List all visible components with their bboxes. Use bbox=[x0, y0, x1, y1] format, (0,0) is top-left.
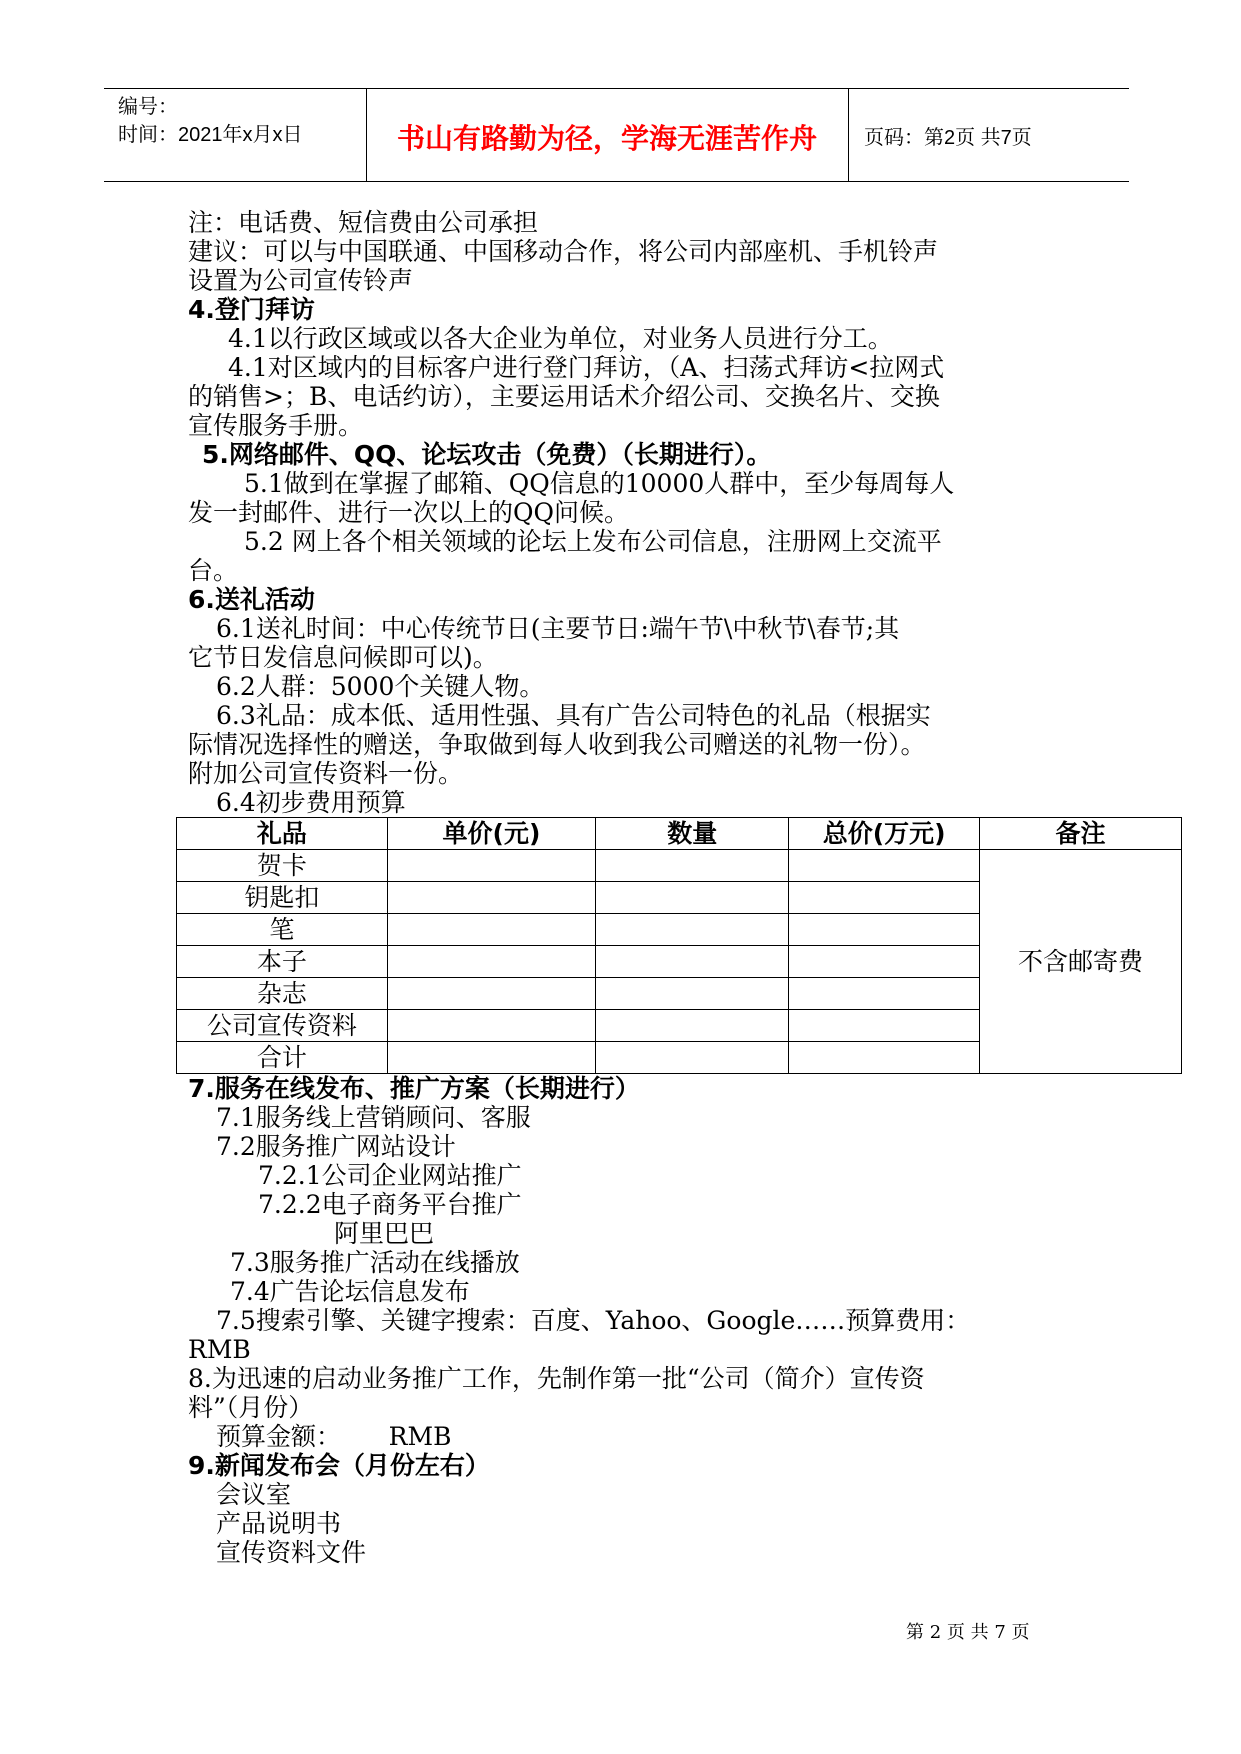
section-heading: 6.送礼活动 bbox=[188, 585, 315, 614]
budget-empty-cell bbox=[789, 914, 980, 946]
body-line: 台。 bbox=[188, 556, 239, 585]
body-paragraphs bbox=[188, 208, 1068, 817]
section-heading: 7.服务在线发布、推广方案（长期进行） bbox=[188, 1074, 640, 1103]
body-line: 6.2人群：5000个关键人物。 bbox=[216, 672, 545, 701]
budget-empty-cell bbox=[387, 1010, 596, 1042]
budget-empty-cell bbox=[387, 946, 596, 978]
header-divider bbox=[848, 89, 849, 181]
budget-item-name: 贺卡 bbox=[177, 850, 388, 882]
budget-item-name: 笔 bbox=[177, 914, 388, 946]
budget-empty-cell bbox=[596, 946, 789, 978]
number-label: 编号： bbox=[118, 96, 178, 118]
budget-column-header: 总价(万元) bbox=[789, 818, 980, 850]
body-line: 设置为公司宣传铃声 bbox=[188, 266, 414, 295]
header-page-label: 页码：第2页 共7页 bbox=[864, 127, 1032, 149]
budget-remark: 不含邮寄费 bbox=[980, 850, 1182, 1074]
section-heading: 4.登门拜访 bbox=[188, 295, 315, 324]
body-line: 预算金额： RMB bbox=[216, 1422, 452, 1451]
body-line: 附加公司宣传资料一份。 bbox=[188, 759, 464, 788]
body-line: 7.4广告论坛信息发布 bbox=[230, 1277, 470, 1306]
body-line: 6.3礼品：成本低、适用性强、具有广告公司特色的礼品（根据实 bbox=[216, 701, 931, 730]
body-line: 宣传服务手册。 bbox=[188, 411, 364, 440]
body-line: 7.2.1公司企业网站推广 bbox=[258, 1161, 522, 1190]
budget-empty-cell bbox=[387, 850, 596, 882]
section-heading: 5.网络邮件、QQ、论坛攻击（免费）（长期进行）。 bbox=[202, 440, 772, 469]
body-line: 6.4初步费用预算 bbox=[216, 788, 406, 817]
time-label: 时间：2021年x月x日 bbox=[118, 124, 303, 146]
budget-table-row bbox=[177, 850, 1182, 882]
budget-column-header: 备注 bbox=[980, 818, 1182, 850]
document-body bbox=[188, 208, 1144, 1567]
body-paragraphs-continued bbox=[188, 1074, 1068, 1567]
budget-empty-cell bbox=[596, 850, 789, 882]
body-line: 4.1对区域内的目标客户进行登门拜访，（A、扫荡式拜访<拉网式 bbox=[228, 353, 945, 382]
budget-item-name: 公司宣传资料 bbox=[177, 1010, 388, 1042]
body-line: 它节日发信息问候即可以)。 bbox=[188, 643, 498, 672]
body-line: 7.2服务推广网站设计 bbox=[216, 1132, 456, 1161]
body-line: 5.2 网上各个相关领域的论坛上发布公司信息，注册网上交流平 bbox=[244, 527, 942, 556]
body-line: 发一封邮件、进行一次以上的QQ问候。 bbox=[188, 498, 629, 527]
body-line: 建议：可以与中国联通、中国移动合作，将公司内部座机、手机铃声 bbox=[188, 237, 939, 266]
budget-table bbox=[176, 817, 1182, 1074]
budget-empty-cell bbox=[596, 882, 789, 914]
budget-column-header: 单价(元) bbox=[387, 818, 596, 850]
header-left bbox=[118, 93, 303, 149]
budget-empty-cell bbox=[789, 946, 980, 978]
body-line: 宣传资料文件 bbox=[216, 1538, 367, 1567]
budget-item-name: 钥匙扣 bbox=[177, 882, 388, 914]
body-line: 7.5搜索引擎、关键字搜索：百度、Yahoo、Google……预算费用： bbox=[216, 1306, 971, 1335]
body-line: 5.1做到在掌握了邮箱、QQ信息的10000人群中，至少每周每人 bbox=[244, 469, 955, 498]
body-line: 7.2.2电子商务平台推广 bbox=[258, 1190, 522, 1219]
page-header bbox=[104, 88, 1129, 182]
budget-empty-cell bbox=[789, 1042, 980, 1074]
budget-item-name: 本子 bbox=[177, 946, 388, 978]
page-footer: 第 2 页 共 7 页 bbox=[906, 1622, 1030, 1643]
body-line: 6.1送礼时间：中心传统节日(主要节日:端午节\中秋节\春节;其 bbox=[216, 614, 900, 643]
body-line: 注：电话费、短信费由公司承担 bbox=[188, 208, 539, 237]
budget-empty-cell bbox=[596, 978, 789, 1010]
budget-empty-cell bbox=[789, 882, 980, 914]
budget-table-header-row bbox=[177, 818, 1182, 850]
budget-column-header: 礼品 bbox=[177, 818, 388, 850]
budget-empty-cell bbox=[789, 978, 980, 1010]
body-line: 4.1以行政区域或以各大企业为单位，对业务人员进行分工。 bbox=[228, 324, 893, 353]
body-line: 7.3服务推广活动在线播放 bbox=[230, 1248, 520, 1277]
section-heading: 9.新闻发布会（月份左右） bbox=[188, 1451, 490, 1480]
body-line: 料”（月份） bbox=[188, 1393, 314, 1422]
body-line: 8.为迅速的启动业务推广工作，先制作第一批“公司（简介）宣传资 bbox=[188, 1364, 925, 1393]
body-line: 会议室 bbox=[216, 1480, 292, 1509]
body-line: 产品说明书 bbox=[216, 1509, 342, 1538]
budget-item-name: 合计 bbox=[177, 1042, 388, 1074]
body-line: 际情况选择性的赠送，争取做到每人收到我公司赠送的礼物一份）。 bbox=[188, 730, 926, 759]
body-line: 7.1服务线上营销顾问、客服 bbox=[216, 1103, 531, 1132]
budget-column-header: 数量 bbox=[596, 818, 789, 850]
budget-item-name: 杂志 bbox=[177, 978, 388, 1010]
budget-empty-cell bbox=[596, 1010, 789, 1042]
budget-empty-cell bbox=[387, 914, 596, 946]
body-line: 的销售>；B、电话约访），主要运用话术介绍公司、交换名片、交换 bbox=[188, 382, 940, 411]
budget-empty-cell bbox=[789, 1010, 980, 1042]
body-line: 阿里巴巴 bbox=[334, 1219, 435, 1248]
budget-empty-cell bbox=[387, 978, 596, 1010]
budget-empty-cell bbox=[596, 1042, 789, 1074]
body-line: RMB bbox=[188, 1335, 251, 1364]
budget-empty-cell bbox=[387, 882, 596, 914]
budget-empty-cell bbox=[789, 850, 980, 882]
header-motto: 书山有路勤为径，学海无涯苦作舟 bbox=[396, 122, 817, 155]
budget-empty-cell bbox=[596, 914, 789, 946]
budget-empty-cell bbox=[387, 1042, 596, 1074]
